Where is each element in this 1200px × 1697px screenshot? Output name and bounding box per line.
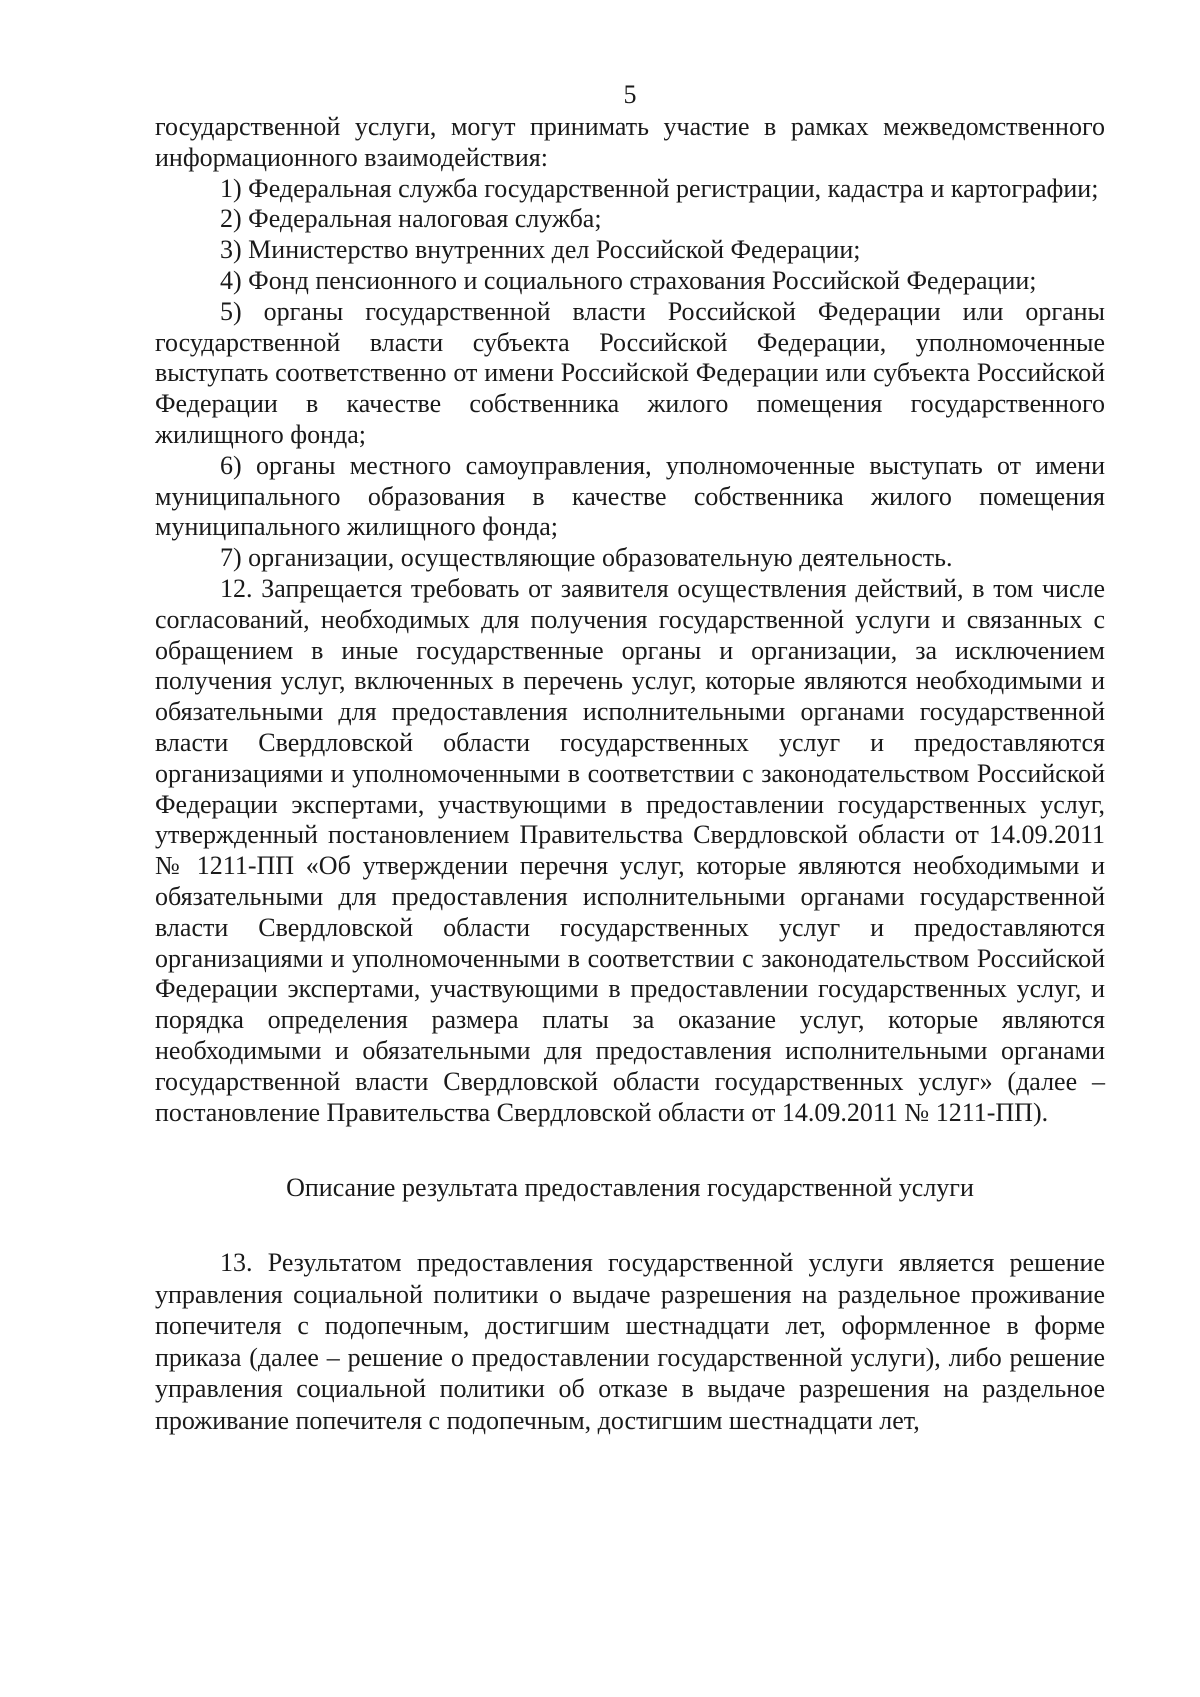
list-item-1: 1) Федеральная служба государственной регистрации, кадастра и картографии; xyxy=(220,173,1099,203)
list-item-5: 5) органы государственной власти Российской Федерации или органы государственной власти субъекта Российской Федерации, уполномоченные выступать соответственно от имени Российской Федерации или субъекта Российской Федерации в качестве собственника жилого помещения государственного жилищного фонда; xyxy=(155,296,1105,449)
list-item-4: 4) Фонд пенсионного и социального страхования Российской Федерации; xyxy=(220,265,1037,295)
paragraph-12: 12. Запрещается требовать от заявителя осуществления действий, в том числе согласований, необходимых для получения государственной услуги и связанных с обращением в иные государственные органы и организации, за исключением получения услуг, включенных в перечень услуг, которые являются необходимыми и обязательными для предоставления исполнительными органами государственной власти Свердловской области государственных услуг и предоставляются организациями и уполномоченными в соответствии с законодательством Российской Федерации экспертами, участвующими в предоставлении государственных услуг, утвержденный постановлением Правительства Свердловской области от 14.09.2011 № 1211-ПП «Об утверждении перечня услуг, которые являются необходимыми и обязательными для предоставления исполнительными органами государственной власти Свердловской области государственных услуг и предоставляются организациями и уполномоченными в соответствии с законодательством Российской Федерации экспертами, участвующими в предоставлении государственных услуг, и порядка определения размера платы за оказание услуг, которые являются необходимыми и обязательными для предоставления исполнительными органами государственной власти Свердловской области государственных услуг» (далее – постановление Правительства Свердловской области от 14.09.2011 № 1211-ПП). xyxy=(155,573,1105,1127)
paragraph-13: 13. Результатом предоставления государственной услуги является решение управления социальной политики о выдаче разрешения на раздельное проживание попечителя с подопечным, достигшим шестнадцати лет, оформленное в форме приказа (далее – решение о предоставлении государственной услуги), либо решение управления социальной политики об отказе в выдаче разрешения на раздельное проживание попечителя с подопечным, достигшим шестнадцати лет, xyxy=(155,1248,1105,1435)
document-body-bottom xyxy=(155,1247,1105,1436)
paragraph-intro: государственной услуги, могут принимать участие в рамках межведомственного информационного взаимодействия: xyxy=(155,112,1105,172)
list-item-6: 6) органы местного самоуправления, уполномоченные выступать от имени муниципального образования в качестве собственника жилого помещения муниципального жилищного фонда; xyxy=(155,450,1105,542)
list-item-3: 3) Министерство внутренних дел Российской Федерации; xyxy=(220,235,861,265)
list-item-2: 2) Федеральная налоговая служба; xyxy=(220,204,602,234)
section-heading: Описание результата предоставления государственной услуги xyxy=(286,1173,974,1203)
page-number: 5 xyxy=(623,80,637,109)
list-item-7: 7) организации, осуществляющие образовательную деятельность. xyxy=(220,543,953,573)
document-body-top xyxy=(155,112,1105,1128)
